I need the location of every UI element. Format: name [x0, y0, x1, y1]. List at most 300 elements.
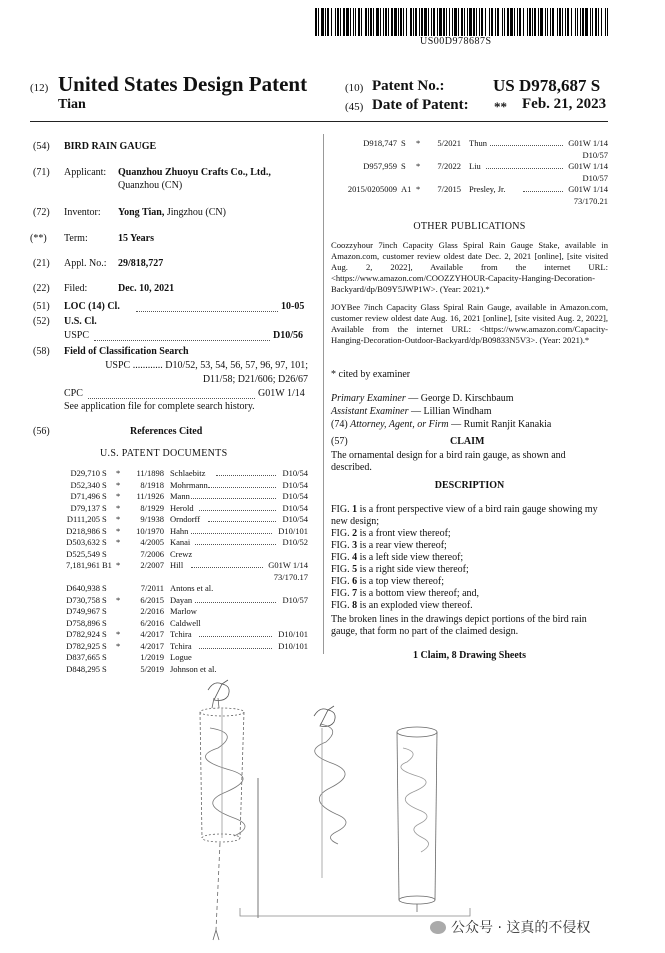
- reference-dots: [490, 138, 563, 146]
- primary-examiner: [331, 393, 514, 404]
- reference-kind: S: [102, 514, 107, 524]
- barcode-bar: [321, 8, 324, 36]
- figure-number: 8: [352, 600, 358, 611]
- reference-star: *: [116, 468, 121, 478]
- patent-date: Feb. 21, 2023: [522, 96, 607, 112]
- barcode-bar: [318, 8, 319, 36]
- barcode-bar: [370, 8, 372, 36]
- reference-name: Thun: [469, 138, 487, 148]
- reference-num: D111,205: [66, 514, 100, 524]
- loc-dots: [136, 304, 278, 312]
- barcode-bar: [335, 8, 336, 36]
- barcode-bar: [343, 8, 345, 36]
- reference-date: 8/1929: [140, 502, 164, 513]
- barcode-bar: [400, 8, 402, 36]
- reference-num: D957,959: [363, 161, 397, 171]
- code-51: (51): [33, 301, 50, 312]
- code-21: (21): [33, 258, 50, 269]
- reference-row: [62, 606, 312, 618]
- reference-row-continued: [331, 196, 608, 208]
- reference-kind: S: [401, 161, 406, 171]
- column-divider: [323, 134, 324, 654]
- barcode-bar: [538, 8, 539, 36]
- reference-kind: S: [102, 537, 107, 547]
- reference-num: D29,710: [70, 468, 100, 478]
- figure-text: is a top view thereof;: [357, 576, 445, 587]
- reference-row-continued: [331, 150, 608, 162]
- term-label: Term:: [64, 233, 88, 244]
- barcode-bar: [485, 8, 486, 36]
- applicant-name: Quanzhou Zhuoyu Crafts Co., Ltd.,: [118, 167, 271, 178]
- reference-dots: [199, 641, 272, 649]
- reference-cls: G01W 1/14: [568, 184, 608, 194]
- barcode-bar: [547, 8, 548, 36]
- reference-name: Logue: [170, 652, 192, 662]
- figure-label: FIG.: [331, 600, 353, 611]
- barcode-bar: [391, 8, 393, 36]
- reference-row: [62, 491, 312, 503]
- figure-description: [331, 552, 608, 564]
- reference-row: [62, 641, 312, 653]
- reference-date: 4/2017: [140, 640, 164, 651]
- reference-num: D782,925: [66, 640, 100, 651]
- reference-cls2: 73/170.17: [273, 571, 308, 582]
- reference-cls: D10/101: [278, 525, 308, 536]
- reference-date: 9/1938: [140, 514, 164, 524]
- reference-date: 11/1926: [136, 491, 164, 501]
- reference-cls: G01W 1/14: [568, 138, 608, 148]
- header-divider: [30, 121, 608, 122]
- barcode-bar: [331, 8, 332, 36]
- reference-row: [62, 652, 312, 664]
- figure-text: is a left side view thereof;: [357, 552, 464, 563]
- figure-description: [331, 576, 608, 588]
- reference-dots: [208, 480, 277, 488]
- publication-1: Coozzyhour 7inch Capacity Glass Spiral Rain Gauge Stake, available in Amazon.com, customer review oldest date Dec. 2, 2021 [online], [site visited Aug. 2, 2022], Available from the internet URL: <https://www.amazon.com/COOZZYHOUR-Capacity-Hanging-Decoration-Backyard/dp/B09Y5JWP1W>. (Year: 2021).*: [331, 240, 608, 294]
- barcode-bar: [398, 8, 399, 36]
- term-value: 15 Years: [118, 233, 155, 244]
- cpc-value: G01W 1/14: [258, 388, 305, 399]
- reference-cls: D10/101: [278, 629, 308, 639]
- reference-dots: [195, 595, 276, 603]
- reference-dots: [191, 560, 263, 568]
- barcode: [315, 8, 608, 36]
- barcode-bar: [497, 8, 499, 36]
- reference-num: 2015/0205009: [347, 184, 397, 194]
- figure-text: is a front view thereof;: [357, 528, 451, 539]
- figure-text: is a front perspective view of a bird rain gauge showing my new design;: [331, 504, 598, 527]
- uspc-dots: [94, 333, 270, 341]
- attorney-label: Attorney, Agent, or Firm: [350, 419, 449, 430]
- reference-num: D918,747: [363, 138, 397, 148]
- barcode-bar: [552, 8, 554, 36]
- document-type: United States Design Patent: [58, 72, 308, 96]
- reference-date: 1/2019: [140, 652, 164, 662]
- reference-row: [62, 503, 312, 515]
- barcode-bar: [582, 8, 584, 36]
- figure-label: FIG.: [331, 576, 353, 587]
- reference-name: Schlaebitz: [170, 468, 206, 478]
- code-57: (57): [331, 436, 348, 447]
- reference-name: Tchira: [170, 640, 192, 651]
- reference-row: [331, 184, 608, 196]
- barcode-bar: [519, 8, 521, 36]
- reference-date: 6/2016: [140, 617, 164, 628]
- barcode-bar: [481, 8, 483, 36]
- figure-label: FIG.: [331, 504, 353, 515]
- barcode-bar: [361, 8, 362, 36]
- barcode-bar: [577, 8, 578, 36]
- references-cited-label: References Cited: [130, 426, 203, 437]
- loc-value: 10-05: [281, 301, 305, 312]
- barcode-bar: [421, 8, 423, 36]
- figure-number: 2: [352, 528, 358, 539]
- reference-name: Herold: [170, 502, 194, 513]
- loc-label: LOC (14) Cl.: [64, 301, 120, 312]
- reference-row: [331, 138, 608, 150]
- patent-number-label: Patent No.:: [372, 78, 445, 94]
- barcode-bar: [415, 8, 417, 36]
- reference-star: *: [116, 629, 121, 639]
- figure-description: [331, 564, 608, 576]
- code-71: (71): [33, 167, 50, 178]
- barcode-bar: [557, 8, 558, 36]
- barcode-bar: [446, 8, 447, 36]
- figure-label: FIG.: [331, 588, 353, 599]
- reference-kind: S: [102, 491, 107, 501]
- figure-text: is a right side view thereof;: [357, 564, 469, 575]
- reference-star: *: [116, 594, 121, 605]
- bird-rain-gauge-drawing: [170, 668, 480, 953]
- reference-cls2: D10/57: [582, 149, 608, 160]
- reference-dots: [523, 184, 562, 192]
- barcode-bar: [383, 8, 384, 36]
- reference-kind: S: [102, 479, 107, 490]
- reference-name: Dayan: [170, 594, 193, 605]
- other-publications-title: OTHER PUBLICATIONS: [413, 221, 526, 232]
- barcode-bar: [419, 8, 420, 36]
- barcode-number: US00D978687S: [420, 36, 492, 47]
- reference-cls: D10/54: [282, 491, 308, 501]
- publication-2: JOYBee 7inch Capacity Glass Spiral Rain Gauge, available in Amazon.com, customer review oldest date Aug. 16, 2021 [online], [site visited Aug. 2, 2022], Available from the internet URL: <https://www.amazon.com/Capacity-Hanging-Decoration-Outdoor-Backyard/dp/B09833N5V3>. (Year: 2021).*: [331, 302, 608, 345]
- reference-name: Marlow: [170, 606, 197, 616]
- assembled-gauge-figure: [200, 680, 245, 940]
- reference-row: [62, 526, 312, 538]
- cpc-dots: [88, 391, 255, 399]
- reference-num: D52,340: [70, 479, 100, 490]
- barcode-bar: [540, 8, 543, 36]
- code-52: (52): [33, 316, 50, 327]
- barcode-bar: [476, 8, 477, 36]
- filed-label: Filed:: [64, 283, 88, 294]
- patent-number: US D978,687 S: [493, 76, 601, 95]
- figure-list: [331, 504, 608, 612]
- reference-row: [62, 514, 312, 526]
- barcode-bar: [353, 8, 354, 36]
- figure-number: 4: [352, 552, 358, 563]
- reference-cls: D10/54: [282, 502, 308, 513]
- figure-text: is a bottom view thereof; and,: [357, 588, 480, 599]
- reference-num: D525,549: [66, 548, 100, 559]
- barcode-bar: [403, 8, 404, 36]
- inventor-location: Jingzhou (CN): [164, 207, 226, 218]
- barcode-bar: [559, 8, 561, 36]
- barcode-bar: [527, 8, 528, 36]
- reference-star: *: [116, 537, 121, 547]
- inventor-label: Inventor:: [64, 207, 101, 218]
- reference-kind: S: [102, 663, 107, 674]
- reference-cls2: 73/170.21: [573, 195, 608, 206]
- reference-dots: [216, 468, 276, 476]
- figure-label: FIG.: [331, 528, 353, 539]
- reference-star: *: [416, 138, 421, 148]
- inventor-name: Yong Tian,: [118, 207, 165, 218]
- figure-label: FIG.: [331, 564, 353, 575]
- barcode-bar: [473, 8, 475, 36]
- reference-star: *: [116, 479, 121, 490]
- code-54: (54): [33, 141, 50, 152]
- reference-row: [62, 618, 312, 630]
- reference-date: 7/2022: [437, 161, 461, 171]
- barcode-bar: [562, 8, 563, 36]
- watermark: [430, 917, 590, 937]
- reference-kind: S: [102, 652, 107, 662]
- us-patent-docs-title: U.S. PATENT DOCUMENTS: [100, 448, 228, 459]
- reference-row: [62, 537, 312, 549]
- figure-label: FIG.: [331, 540, 353, 551]
- appl-no-value: 29/818,727: [118, 258, 164, 269]
- reference-name: Mann: [170, 491, 190, 501]
- reference-cls: D10/52: [282, 537, 308, 547]
- assistant-examiner-label: Assistant Examiner: [331, 406, 409, 417]
- reference-kind: S: [102, 606, 107, 616]
- reference-kind: S: [102, 468, 107, 478]
- figure-number: 7: [352, 588, 358, 599]
- barcode-bar: [368, 8, 369, 36]
- barcode-bar: [388, 8, 389, 36]
- figure-text: is an exploded view thereof.: [357, 600, 473, 611]
- reference-num: D79,137: [70, 502, 100, 513]
- reference-cls: G01W 1/14: [268, 560, 308, 570]
- barcode-bar: [464, 8, 465, 36]
- applicant-label: Applicant:: [64, 167, 107, 178]
- search-history-note: See application file for complete search history.: [64, 401, 255, 412]
- reference-star: *: [116, 640, 121, 651]
- barcode-bar: [580, 8, 581, 36]
- reference-num: D71,496: [70, 491, 100, 501]
- figure-description: [331, 540, 608, 552]
- barcode-bar: [523, 8, 524, 36]
- reference-cls: D10/101: [278, 640, 308, 651]
- barcode-bar: [394, 8, 397, 36]
- assistant-examiner-value: — Lillian Windham: [408, 406, 492, 417]
- barcode-bar: [592, 8, 593, 36]
- field-search-label: Field of Classification Search: [64, 346, 189, 357]
- reference-dots: [199, 503, 276, 511]
- code-45: (45): [345, 101, 364, 113]
- reference-num: 7,181,961: [66, 560, 100, 570]
- watermark-text: 公众号 · 这真的不侵权: [451, 920, 591, 936]
- barcode-bar: [469, 8, 472, 36]
- reference-num: D640,938: [66, 583, 100, 593]
- reference-row: [62, 549, 312, 561]
- reference-row: [62, 468, 312, 480]
- figure-label: FIG.: [331, 552, 353, 563]
- reference-kind: S: [102, 548, 107, 559]
- barcode-bar: [385, 8, 387, 36]
- barcode-bar: [479, 8, 480, 36]
- figure-description: [331, 528, 608, 540]
- barcode-bar: [461, 8, 463, 36]
- field-search-uspc-1: USPC ............ D10/52, 53, 54, 56, 57, 96, 97, 101;: [105, 360, 308, 371]
- primary-examiner-label: Primary Examiner: [331, 393, 406, 404]
- figure-description: [331, 504, 608, 528]
- reference-date: 7/2011: [140, 583, 164, 593]
- date-label: Date of Patent:: [372, 97, 469, 113]
- figure-number: 6: [352, 576, 358, 587]
- figure-number: 1: [352, 504, 358, 515]
- reference-date: 5/2021: [437, 138, 461, 148]
- reference-num: D782,924: [66, 629, 100, 639]
- reference-kind: S: [102, 502, 107, 513]
- reference-star: *: [116, 491, 121, 501]
- reference-kind: B1: [102, 560, 112, 570]
- figure-description: [331, 588, 608, 600]
- reference-date: 11/1898: [136, 468, 164, 478]
- exploded-bracket: [240, 908, 470, 916]
- reference-kind: S: [102, 640, 107, 651]
- reference-row: [62, 480, 312, 492]
- barcode-bar: [504, 8, 505, 36]
- reference-star: *: [116, 560, 121, 570]
- reference-cls: G01W 1/14: [568, 161, 608, 171]
- reference-date: 5/2019: [140, 663, 164, 674]
- reference-num: D848,295: [66, 663, 100, 674]
- barcode-bar: [517, 8, 518, 36]
- reference-kind: S: [102, 594, 107, 605]
- barcode-bar: [534, 8, 536, 36]
- reference-date: 4/2017: [140, 629, 164, 639]
- reference-date: 7/2006: [140, 548, 164, 559]
- reference-dots: [195, 537, 276, 545]
- barcode-bar: [452, 8, 453, 36]
- code-74: (74): [331, 419, 348, 430]
- barcode-bar: [565, 8, 566, 36]
- claim-title: CLAIM: [450, 436, 485, 447]
- reference-dots: [199, 629, 272, 637]
- appl-no-label: Appl. No.:: [64, 258, 107, 269]
- reference-date: 8/1918: [140, 479, 164, 490]
- reference-kind: S: [102, 617, 107, 628]
- uspc-label: USPC: [64, 330, 90, 341]
- glass-tube-figure: [397, 727, 437, 912]
- barcode-bar: [550, 8, 551, 36]
- cpc-label: CPC: [64, 388, 83, 399]
- code-12: (12): [30, 82, 49, 94]
- barcode-bar: [590, 8, 591, 36]
- reference-row-continued: [62, 572, 312, 584]
- reference-star: *: [416, 184, 421, 194]
- barcode-bar: [454, 8, 457, 36]
- attorney-line: [331, 419, 551, 430]
- claims-summary: 1 Claim, 8 Drawing Sheets: [412, 650, 527, 661]
- barcode-bar: [424, 8, 427, 36]
- reference-cls2: D10/57: [582, 172, 608, 183]
- assistant-examiner: [331, 406, 492, 417]
- reference-name: Presley, Jr.: [469, 184, 506, 194]
- barcode-bar: [439, 8, 442, 36]
- reference-name: Orndorff: [170, 514, 201, 524]
- barcode-bar: [355, 8, 356, 36]
- field-search-uspc-2: D11/58; D21/606; D26/67: [202, 374, 308, 385]
- barcode-bar: [567, 8, 569, 36]
- reference-name: Caldwell: [170, 617, 201, 628]
- code-term: (**): [30, 233, 47, 244]
- primary-examiner-value: — George D. Kirschbaum: [405, 393, 514, 404]
- cited-by-examiner-note: * cited by examiner: [331, 369, 411, 380]
- barcode-bar: [601, 8, 602, 36]
- barcode-bar: [607, 8, 608, 36]
- broken-lines-note: The broken lines in the drawings depict portions of the bird rain gauge, that form no part of the claimed design.: [331, 614, 587, 637]
- reference-kind: S: [102, 583, 107, 593]
- reference-date: 10/1970: [136, 525, 164, 536]
- reference-star: *: [416, 161, 421, 171]
- figure-description: [331, 600, 608, 612]
- reference-kind: S: [102, 629, 107, 639]
- spiral-figure: [314, 706, 346, 878]
- reference-num: D749,967: [66, 606, 100, 616]
- barcode-bar: [376, 8, 379, 36]
- code-56: (56): [33, 426, 50, 437]
- reference-num: D837,665: [66, 652, 100, 662]
- reference-cls: D10/54: [282, 514, 308, 524]
- reference-name: Antons et al.: [170, 583, 214, 593]
- barcode-bar: [532, 8, 533, 36]
- barcode-bar: [406, 8, 407, 36]
- barcode-bar: [585, 8, 588, 36]
- figure-number: 3: [352, 540, 358, 551]
- uspc-value: D10/56: [273, 330, 303, 341]
- barcode-bar: [545, 8, 546, 36]
- code-10: (10): [345, 82, 364, 94]
- barcode-bar: [358, 8, 360, 36]
- reference-name: Liu: [469, 161, 481, 171]
- barcode-bar: [315, 8, 317, 36]
- reference-row: [62, 629, 312, 641]
- date-mark: **: [494, 99, 507, 114]
- applicant-location: Quanzhou (CN): [118, 180, 183, 191]
- figure-text: is a rear view thereof;: [357, 540, 447, 551]
- reference-star: *: [116, 514, 121, 524]
- reference-num: D218,986: [66, 525, 100, 536]
- barcode-bar: [507, 8, 509, 36]
- reference-dots: [208, 514, 277, 522]
- reference-cls: D10/54: [282, 468, 308, 478]
- reference-date: 6/2015: [140, 594, 164, 605]
- wechat-icon: [430, 921, 446, 934]
- barcode-bar: [514, 8, 515, 36]
- barcode-bar: [443, 8, 445, 36]
- reference-cls: D10/57: [282, 594, 308, 605]
- code-22: (22): [33, 283, 50, 294]
- barcode-bar: [337, 8, 339, 36]
- reference-row: [62, 595, 312, 607]
- barcode-bar: [413, 8, 414, 36]
- barcode-bar: [433, 8, 435, 36]
- barcode-bar: [410, 8, 412, 36]
- reference-kind: A1: [401, 184, 412, 194]
- reference-cls: D10/54: [282, 479, 308, 490]
